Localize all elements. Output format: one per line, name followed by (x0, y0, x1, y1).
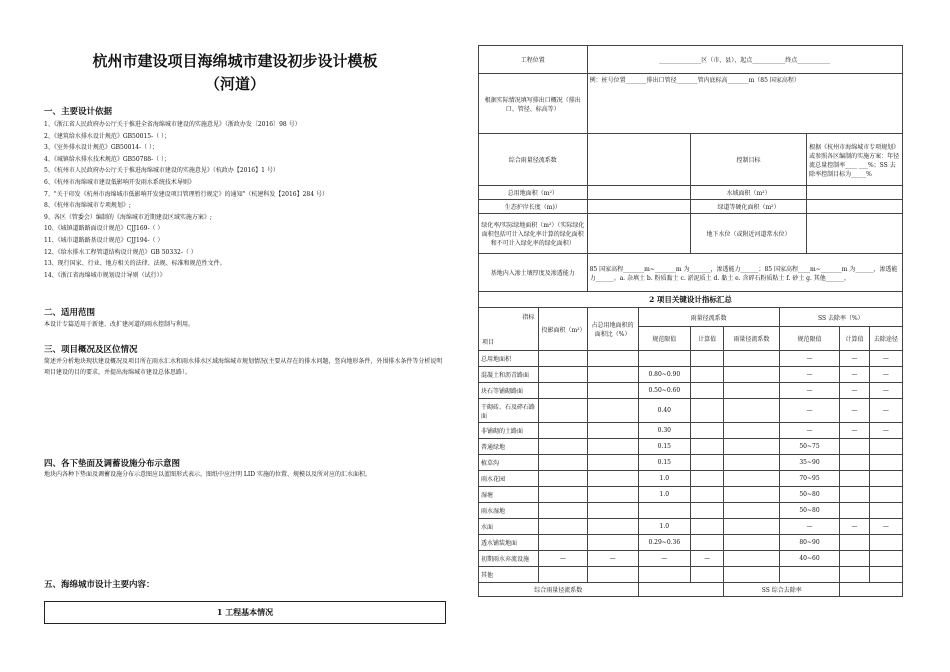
overview-text: 简述并分析地块现状建设概况及项目所在雨水汇水和雨水排水区域海绵城市规划情况(主要从存在的排水问题，竖向地形条件，外围排水条件等分析说明项目建设的目的要求，并提出海绵城市建设总体思路）。 (44, 358, 443, 376)
green-area-label: 绿化率/实际绿地面积（m²）（实际绿化面积包括可计入绿化率计算的绿化面积和不可计入绿化率的绿化面积） (479, 214, 588, 254)
cell-ss-path[interactable] (869, 567, 902, 583)
total-area-value[interactable] (587, 186, 690, 200)
cell-runoff-calc[interactable] (691, 399, 724, 423)
indicator-rows (479, 351, 903, 583)
reference-item: 12、《给水排水工程管道结构设计规范》GB 50332-（ ） (44, 248, 197, 256)
cell-ss-calc[interactable] (840, 487, 869, 503)
reference-item: 6、《杭州市海绵城市建设低影响开发雨水系统技术导则》 (44, 179, 195, 186)
cell-proj-area[interactable] (539, 367, 587, 383)
cell-ss-calc[interactable] (840, 535, 869, 551)
cell-runoff-calc[interactable] (691, 519, 724, 535)
cell-proj-area[interactable] (539, 399, 587, 423)
table2-title: 2 项目关键设计指标汇总 (479, 292, 903, 308)
reference-item: 5、《杭州市人民政府办公厅关于推进海绵城市建设的实施意见》（杭政办【2016】1 号） (44, 167, 279, 175)
reference-item: 2、《建筑给水排水设计规范》GB50015-（ ）； (44, 132, 171, 140)
cell-runoff-coef[interactable] (724, 351, 779, 367)
reference-item: 8、《杭州市海绵城市专项规划》; (44, 202, 131, 210)
cell-proj-area[interactable] (539, 383, 587, 399)
header-runoff-group: 雨量径流系数 (638, 308, 779, 327)
table-row (479, 551, 903, 567)
table-row (479, 399, 903, 423)
row-name: 初期雨水弃流设施 (479, 551, 539, 567)
cell-ratio[interactable] (587, 423, 638, 439)
cell-runoff-spec[interactable]: 0.15 (638, 455, 690, 471)
outlet-value: 例：桩号位置_______排出口管径_______管内底标高_______m（85 国家高程） (587, 74, 902, 134)
basic-info-box-title: 1 工程基本情况 (44, 601, 446, 624)
table-row (479, 471, 903, 487)
cell-ss-path[interactable]: — (869, 351, 902, 367)
cell-runoff-spec[interactable]: 0.30 (638, 423, 690, 439)
table-row (479, 519, 903, 535)
cell-ss-calc[interactable]: — (840, 367, 869, 383)
section-heading-overview: 三、项目概况及区位情况 (44, 345, 138, 355)
table-row (479, 367, 903, 383)
sub-ss-path: 去除途径 (869, 327, 902, 351)
greenway-area-value[interactable] (807, 200, 903, 214)
cell-ss-path[interactable]: — (869, 399, 902, 423)
cell-runoff-coef[interactable] (724, 551, 779, 567)
cell-ratio[interactable] (587, 567, 638, 583)
location-label: 工程位置 (479, 46, 588, 74)
table-row (479, 487, 903, 503)
footer-runoff-value[interactable] (638, 583, 724, 597)
cell-runoff-coef[interactable] (724, 455, 779, 471)
cell-ss-path[interactable] (869, 503, 902, 519)
row-name: 普通绿地 (479, 439, 539, 455)
cell-ss-path[interactable]: — (869, 383, 902, 399)
cell-ratio[interactable]: — (587, 551, 638, 567)
permeability-label: 基地内入渗土壤厚度及渗透能力 (479, 254, 588, 292)
cell-runoff-spec[interactable]: 0.50~0.60 (638, 383, 690, 399)
cell-proj-area[interactable] (539, 455, 587, 471)
cell-ss-spec[interactable]: — (779, 399, 840, 423)
cell-ss-spec[interactable]: 80~90 (779, 535, 840, 551)
cell-runoff-calc[interactable] (691, 423, 724, 439)
diagonal-header-cell (479, 308, 539, 351)
cell-ss-spec[interactable]: 40~60 (779, 551, 840, 567)
sub-runoff-coef: 雨量径流系数 (724, 327, 779, 351)
page-title: 杭州市建设项目海绵城市建设初步设计模板 (92, 52, 378, 70)
cell-ss-spec[interactable]: 50~75 (779, 439, 840, 455)
table-row (479, 423, 903, 439)
cell-runoff-spec[interactable]: 1.0 (638, 519, 690, 535)
row-name: 雨水花园 (479, 471, 539, 487)
green-area-value[interactable] (587, 214, 690, 254)
groundwater-label: 地下水位（或附近河道常水位） (691, 214, 807, 254)
table-row (479, 351, 903, 367)
table-row (479, 439, 903, 455)
cell-ratio[interactable] (587, 519, 638, 535)
cell-runoff-coef[interactable] (724, 519, 779, 535)
cell-ss-spec[interactable]: — (779, 367, 840, 383)
reference-item: 10、《城镇道路路面设计规范》CJJ169-（ ） (44, 225, 164, 233)
row-name: 湿塘 (479, 487, 539, 503)
page-subtitle: （河道） (204, 75, 265, 93)
header-indicator: 指标 (522, 314, 535, 321)
cell-runoff-spec[interactable]: 1.0 (638, 487, 690, 503)
cell-runoff-calc[interactable] (691, 567, 724, 583)
footer-ss-label: SS 综合去除率 (724, 583, 840, 597)
cell-runoff-coef[interactable] (724, 471, 779, 487)
reference-item: 7、"关于印发《杭州市海绵城市低影响开发建设项目管理暂行规定》的通知"（杭建科发【2016】284 号） (44, 190, 328, 198)
cell-ss-calc[interactable] (840, 471, 869, 487)
cell-ss-spec[interactable] (779, 567, 840, 583)
cell-runoff-coef[interactable] (724, 439, 779, 455)
cell-ss-calc[interactable]: — (840, 423, 869, 439)
section-heading-scope: 二、适用范围 (44, 308, 96, 318)
cell-proj-area[interactable] (539, 519, 587, 535)
header-area-ratio: 占总用地面积的面积比（%） (587, 308, 638, 351)
cell-runoff-calc[interactable] (691, 487, 724, 503)
reference-item: 3、《室外排水设计规范》GB50014-（ ）； (44, 144, 159, 152)
row-name: 水面 (479, 519, 539, 535)
cell-runoff-spec[interactable]: 0.40 (638, 399, 690, 423)
row-name: 混凝土和沥青路面 (479, 367, 539, 383)
cell-runoff-spec[interactable] (638, 567, 690, 583)
cell-ratio[interactable] (587, 503, 638, 519)
row-name: 雨水湿地 (479, 503, 539, 519)
cell-ss-path[interactable] (869, 535, 902, 551)
cell-runoff-calc[interactable] (691, 439, 724, 455)
runoff-coef-value[interactable] (587, 134, 690, 186)
cell-ratio[interactable] (587, 439, 638, 455)
header-project: 项目 (482, 339, 495, 346)
cell-ss-path[interactable] (869, 455, 902, 471)
sub-ss-calc: 计算值 (840, 327, 869, 351)
cell-runoff-spec[interactable] (638, 351, 690, 367)
section-heading-basis: 一、主要设计依据 (44, 107, 113, 117)
greenway-area-label: 绿道等硬化面积（m²） (691, 200, 807, 214)
cell-ss-path[interactable]: — (869, 367, 902, 383)
reference-item: 9、各区（管委会）编制的《海绵城市近期建设区域实施方案》; (44, 213, 212, 221)
reference-item: 11、《城市道路路基设计规范》CJJ194-（ ） (44, 237, 164, 244)
cell-runoff-spec[interactable]: 1.0 (638, 471, 690, 487)
cell-runoff-coef[interactable] (724, 367, 779, 383)
cell-ss-spec[interactable]: — (779, 383, 840, 399)
header-ss-group: SS 去除率（%） (779, 308, 902, 327)
cell-runoff-calc[interactable] (691, 367, 724, 383)
cell-ss-calc[interactable]: — (840, 399, 869, 423)
water-area-value[interactable] (807, 186, 903, 200)
cell-proj-area[interactable] (539, 423, 587, 439)
cell-ss-spec[interactable]: — (779, 519, 840, 535)
cell-ss-path[interactable]: — (869, 423, 902, 439)
cell-ss-path[interactable] (869, 551, 902, 567)
table-row (479, 503, 903, 519)
table-row (479, 535, 903, 551)
outlet-label: 根据实际情况填写排出口概况（排出口、管径、标高等） (479, 74, 588, 134)
cell-runoff-coef[interactable] (724, 423, 779, 439)
cell-ss-calc[interactable]: — (840, 383, 869, 399)
cell-ss-spec[interactable]: 70~95 (779, 471, 840, 487)
cell-runoff-spec[interactable] (638, 503, 690, 519)
cell-runoff-calc[interactable] (691, 471, 724, 487)
cell-runoff-coef[interactable] (724, 487, 779, 503)
cell-runoff-coef[interactable] (724, 567, 779, 583)
sub-ss-spec: 规范限值 (779, 327, 840, 351)
design-table (478, 45, 903, 597)
cell-runoff-spec[interactable]: — (638, 551, 690, 567)
cell-ratio[interactable] (587, 383, 638, 399)
cell-runoff-calc[interactable]: — (691, 551, 724, 567)
reference-item: 14、《浙江省海绵城市规划设计导则（试行）》 (44, 271, 166, 279)
cell-runoff-calc[interactable] (691, 535, 724, 551)
cell-runoff-coef[interactable] (724, 503, 779, 519)
cell-proj-area[interactable] (539, 351, 587, 367)
footer-ss-value[interactable] (840, 583, 903, 597)
cell-ratio[interactable] (587, 535, 638, 551)
section-heading-layout: 四、各下垫面及调蓄设施分布示意图 (44, 459, 181, 469)
groundwater-value[interactable] (807, 214, 903, 254)
row-name: 透水铺装地面 (479, 535, 539, 551)
row-name: 其他 (479, 567, 539, 583)
row-name: 总用地面积 (479, 351, 539, 367)
reference-item: 1、《浙江省人民政府办公厅关于推进全省海绵城市建设的实施意见》（浙政办发〔2016〕98 号） (44, 121, 301, 128)
cell-ss-calc[interactable] (840, 503, 869, 519)
table-row (479, 455, 903, 471)
cell-runoff-calc[interactable] (691, 455, 724, 471)
row-name: 干砌砖、石及碎石路面 (479, 399, 539, 423)
row-name: 植草沟 (479, 455, 539, 471)
cell-ss-path[interactable] (869, 471, 902, 487)
layout-text: 地块内各种下垫面及调蓄设施分布示意图应以蓝图形式表示，图纸中应注明 LID 实施的位置、规模以及所对应的汇水面积。 (44, 471, 371, 478)
section-heading-content: 五、海绵城市设计主要内容： (44, 580, 155, 590)
cell-ss-calc[interactable] (840, 567, 869, 583)
cell-ss-calc[interactable] (840, 551, 869, 567)
cell-ss-calc[interactable]: — (840, 351, 869, 367)
table-row (479, 567, 903, 583)
table-row (479, 383, 903, 399)
cell-ratio[interactable] (587, 455, 638, 471)
cell-runoff-spec[interactable]: 0.15 (638, 439, 690, 455)
cell-proj-area[interactable] (539, 535, 587, 551)
cell-ratio[interactable] (587, 367, 638, 383)
runoff-coef-label: 综合雨量径流系数 (479, 134, 588, 186)
eco-bank-length-value[interactable] (587, 200, 690, 214)
reference-item: 4、《城镇给水排水技术规范》GB50788-（ ）； (44, 155, 171, 163)
cell-runoff-spec[interactable]: 0.29~0.36 (638, 535, 690, 551)
cell-ratio[interactable] (587, 351, 638, 367)
cell-ss-path[interactable] (869, 487, 902, 503)
total-area-label: 总用地面积（m²） (479, 186, 588, 200)
cell-proj-area[interactable] (539, 503, 587, 519)
cell-proj-area[interactable]: — (539, 551, 587, 567)
control-target-value: 根据《杭州市海绵城市专项规划》或参照各区编制的实施方案：年径流总量控制率____ ___%；SS 去除率控制目标为_____% (807, 134, 903, 186)
cell-ratio[interactable] (587, 471, 638, 487)
eco-bank-length-label: 生态护岸长度（m)） (479, 200, 588, 214)
cell-runoff-spec[interactable]: 0.80~0.90 (638, 367, 690, 383)
sub-runoff-calc: 计算值 (691, 327, 724, 351)
cell-ss-calc[interactable] (840, 455, 869, 471)
row-name: 非铺砌的土路面 (479, 423, 539, 439)
cell-ss-spec[interactable]: 50~80 (779, 503, 840, 519)
location-value: ______________区（市、县），起点___________终点___________ (587, 46, 902, 74)
cell-ss-spec[interactable]: 35~90 (779, 455, 840, 471)
water-area-label: 水域面积（m²） (691, 186, 807, 200)
cell-proj-area[interactable] (539, 567, 587, 583)
cell-runoff-coef[interactable] (724, 535, 779, 551)
cell-ratio[interactable] (587, 487, 638, 503)
cell-ss-spec[interactable]: 50~80 (779, 487, 840, 503)
header-projected-area: 投影面积（m²） (539, 308, 587, 351)
cell-proj-area[interactable] (539, 471, 587, 487)
cell-runoff-calc[interactable] (691, 351, 724, 367)
footer-runoff-label: 综合雨量径流系数 (479, 583, 639, 597)
cell-ss-spec[interactable]: — (779, 423, 840, 439)
control-target-label: 控制目标 (691, 134, 807, 186)
cell-runoff-coef[interactable] (724, 383, 779, 399)
reference-item: 13、现行国家、行业、地方相关的法律、法规、标准和规范性文件。 (44, 260, 226, 268)
scope-text: 本设计专篇适用于新建、改扩建河道的雨水控制与利用。 (44, 321, 195, 328)
cell-ss-spec[interactable]: — (779, 351, 840, 367)
cell-proj-area[interactable] (539, 439, 587, 455)
permeability-value: 85 国家高程_______m~_______m 为_______，渗透能力______；85 国家高程____m~_______m 为______，渗透能力______。a. 杂填土 b. 粉质黏土 c. 淤泥质土 d. 黏土 e. 含碎石粉质粘土 f. 砂土 g. 其他______。 (587, 254, 902, 292)
cell-proj-area[interactable] (539, 487, 587, 503)
cell-ss-calc[interactable]: — (840, 519, 869, 535)
cell-runoff-coef[interactable] (724, 399, 779, 423)
cell-ss-path[interactable] (869, 439, 902, 455)
cell-ss-calc[interactable] (840, 439, 869, 455)
cell-ratio[interactable] (587, 399, 638, 423)
cell-ss-path[interactable]: — (869, 519, 902, 535)
row-name: 块石等铺砌路面 (479, 383, 539, 399)
sub-runoff-spec: 规范限值 (638, 327, 690, 351)
cell-runoff-calc[interactable] (691, 503, 724, 519)
cell-runoff-calc[interactable] (691, 383, 724, 399)
